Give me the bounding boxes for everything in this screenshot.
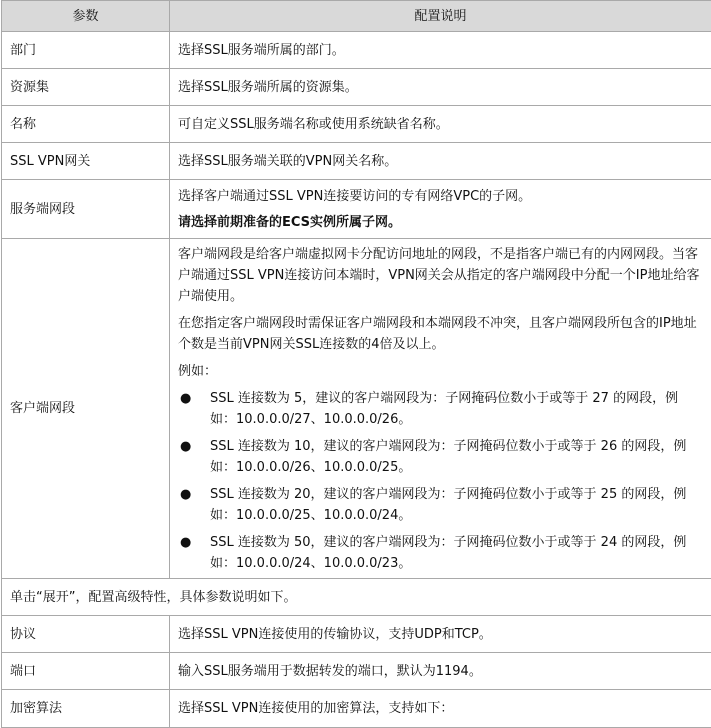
list-item [178, 484, 703, 526]
example-list [178, 388, 703, 574]
bullet-icon: ● [180, 436, 191, 457]
header-description: 配置说明 [170, 1, 711, 32]
list-item [178, 436, 703, 478]
param-description: 选择SSL服务端关联的VPN网关名称。 [170, 143, 711, 180]
param-name: 端口 [2, 653, 170, 690]
param-description [170, 239, 711, 579]
param-name: 部门 [2, 32, 170, 69]
table-row-server-subnet [2, 180, 711, 239]
bullet-icon: ● [180, 532, 191, 553]
param-name: 资源集 [2, 69, 170, 106]
example-text: SSL 连接数为 5，建议的客户端网段为：子网掩码位数小于或等于 27 的网段，例如：10.0.0.0/27、10.0.0.0/26。 [210, 391, 678, 427]
server-subnet-desc: 选择客户端通过SSL VPN连接要访问的专有网络VPC的子网。 [178, 186, 703, 207]
table-row-client-subnet [2, 239, 711, 579]
param-description: 可自定义SSL服务端名称或使用系统缺省名称。 [170, 106, 711, 143]
list-item [178, 388, 703, 430]
param-name: 协议 [2, 616, 170, 653]
advanced-note: 单击“展开”，配置高级特性，具体参数说明如下。 [2, 579, 711, 616]
table-row-advanced-note [2, 579, 711, 616]
parameter-table [1, 0, 711, 728]
bullet-icon: ● [180, 484, 191, 505]
list-item [178, 532, 703, 574]
param-description [170, 180, 711, 239]
header-param: 参数 [2, 1, 170, 32]
example-label: 例如： [178, 361, 703, 382]
table-row [2, 106, 711, 143]
param-description: 选择SSL VPN连接使用的传输协议，支持UDP和TCP。 [170, 616, 711, 653]
example-text: SSL 连接数为 50，建议的客户端网段为：子网掩码位数小于或等于 24 的网段，例如：10.0.0.0/24、10.0.0.0/23。 [210, 535, 686, 571]
param-description: 输入SSL服务端用于数据转发的端口，默认为1194。 [170, 653, 711, 690]
example-text: SSL 连接数为 20，建议的客户端网段为：子网掩码位数小于或等于 25 的网段，例如：10.0.0.0/25、10.0.0.0/24。 [210, 487, 686, 523]
param-description: 选择SSL服务端所属的部门。 [170, 32, 711, 69]
param-description: 选择SSL服务端所属的资源集。 [170, 69, 711, 106]
server-subnet-note: 请选择前期准备的ECS实例所属子网。 [178, 212, 703, 233]
param-name: 客户端网段 [2, 239, 170, 579]
param-name: 服务端网段 [2, 180, 170, 239]
table-row [2, 690, 711, 728]
client-subnet-p2: 在您指定客户端网段时需保证客户端网段和本端网段不冲突，且客户端网段所包含的IP地址个数是当前VPN网关SSL连接数的4倍及以上。 [178, 313, 703, 355]
table-row [2, 143, 711, 180]
bullet-icon: ● [180, 388, 191, 409]
param-name: 加密算法 [2, 690, 170, 728]
table-row [2, 653, 711, 690]
param-name: SSL VPN网关 [2, 143, 170, 180]
example-text: SSL 连接数为 10，建议的客户端网段为：子网掩码位数小于或等于 26 的网段，例如：10.0.0.0/26、10.0.0.0/25。 [210, 439, 686, 475]
table-row [2, 32, 711, 69]
param-description: 选择SSL VPN连接使用的加密算法，支持如下： [170, 690, 711, 728]
table-header-row [2, 1, 711, 32]
table-row [2, 69, 711, 106]
client-subnet-p1: 客户端网段是给客户端虚拟网卡分配访问地址的网段，不是指客户端已有的内网网段。当客户端通过SSL VPN连接访问本端时，VPN网关会从指定的客户端网段中分配一个IP地址给客户端使用。 [178, 244, 703, 307]
table-row [2, 616, 711, 653]
param-name: 名称 [2, 106, 170, 143]
